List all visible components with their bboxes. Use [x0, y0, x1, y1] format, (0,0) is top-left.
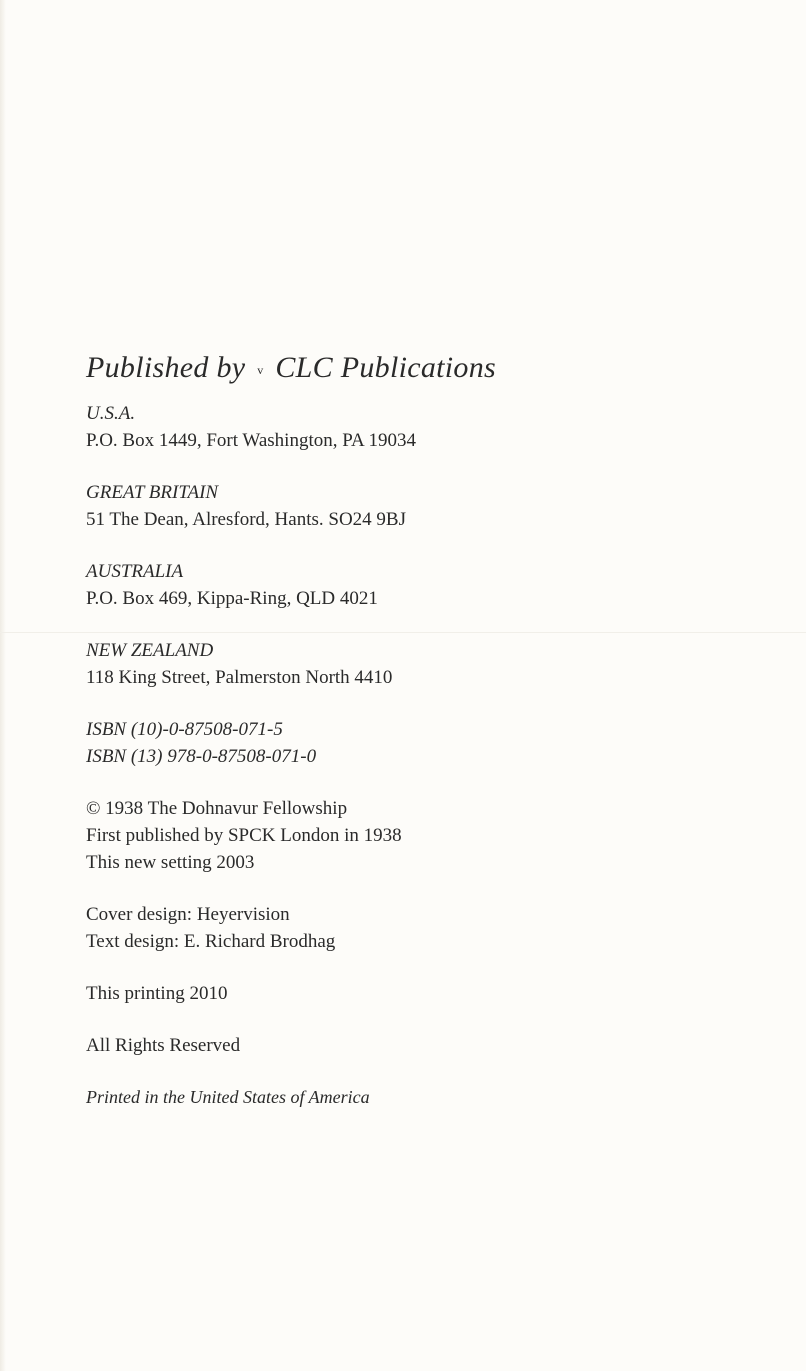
copyright-block [86, 795, 726, 876]
address-country: NEW ZEALAND [86, 640, 214, 662]
new-setting: This new setting 2003 [86, 852, 255, 874]
isbn-10: ISBN (10)-0-87508-071-5 [86, 719, 283, 741]
copyright-page [86, 346, 726, 1136]
address-new-zealand [86, 637, 726, 691]
first-published: First published by SPCK London in 1938 [86, 825, 402, 847]
publisher-line [86, 346, 726, 392]
text-design: Text design: E. Richard Brodhag [86, 931, 336, 953]
printed-in: Printed in the United States of America [86, 1087, 370, 1108]
design-credits [86, 901, 726, 955]
address-text: 51 The Dean, Alresford, Hants. SO24 9BJ [86, 509, 406, 531]
cover-design: Cover design: Heyervision [86, 904, 290, 926]
address-country: AUSTRALIA [86, 561, 184, 583]
address-text: 118 King Street, Palmerston North 4410 [86, 667, 393, 689]
isbn-block [86, 716, 726, 770]
printed-in-block [86, 1084, 726, 1111]
address-text: P.O. Box 1449, Fort Washington, PA 19034 [86, 430, 416, 452]
address-great-britain [86, 479, 726, 533]
rights-reserved: All Rights Reserved [86, 1035, 241, 1057]
printing-block [86, 980, 726, 1007]
address-country: U.S.A. [86, 403, 136, 425]
address-australia [86, 558, 726, 612]
publisher-label: Published by [86, 351, 246, 384]
address-country: GREAT BRITAIN [86, 482, 219, 504]
copyright-notice: © 1938 The Dohnavur Fellowship [86, 798, 348, 820]
address-usa [86, 400, 726, 454]
rights-block [86, 1032, 726, 1059]
page-edge [0, 0, 6, 1371]
isbn-13: ISBN (13) 978-0-87508-071-0 [86, 746, 317, 768]
publisher-name: CLC Publications [275, 351, 497, 384]
publisher-mark: v [257, 363, 264, 378]
printing-year: This printing 2010 [86, 983, 228, 1005]
address-text: P.O. Box 469, Kippa-Ring, QLD 4021 [86, 588, 378, 610]
